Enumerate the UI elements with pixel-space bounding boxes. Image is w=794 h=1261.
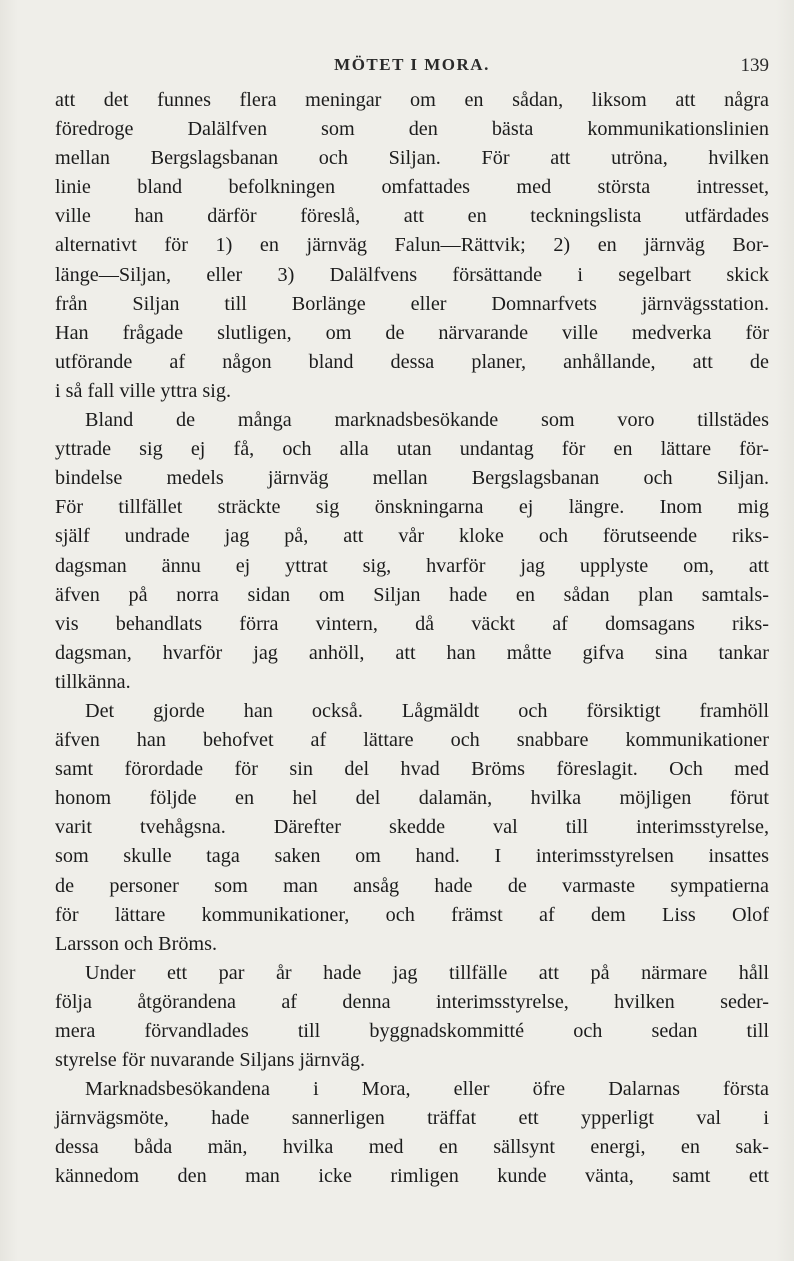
paragraph-2-cont xyxy=(55,435,769,697)
text-line: som skulle taga saken om hand. I interimsstyrelsen insattes xyxy=(55,845,769,868)
text-line: Bland de många marknadsbesökande som voro tillstädes xyxy=(85,409,769,432)
paragraph-2 xyxy=(55,406,769,435)
text-line: varit tvehågsna. Därefter skedde val till interimsstyrelse, xyxy=(55,816,769,839)
text-line: samt förordade för sin del hvad Bröms föreslagit. Och med xyxy=(55,758,769,781)
text-line: Marknadsbesökandena i Mora, eller öfre Dalarnas första xyxy=(85,1078,769,1101)
text-line: föredroge Dalälfven som den bästa kommunikationslinien xyxy=(55,118,769,141)
text-line: Han frågade slutligen, om de närvarande ville medverka för xyxy=(55,321,769,344)
text-line: styrelse för nuvarande Siljans järnväg. xyxy=(55,1049,366,1072)
text-line: följa åtgörandena af denna interimsstyrelse, hvilken seder- xyxy=(55,990,769,1013)
text-line: i så fall ville yttra sig. xyxy=(55,379,232,402)
text-line: ville han därför föreslå, att en teckningslista utfärdades xyxy=(55,205,769,228)
text-line: vis behandlats förra vintern, då väckt af domsagans riks- xyxy=(55,612,769,635)
text-line: tillkänna. xyxy=(55,670,131,693)
paragraph-4-cont xyxy=(55,988,769,1075)
text-line: mellan Bergslagsbanan och Siljan. För att utröna, hvilken xyxy=(55,147,769,170)
text-line: kännedom den man icke rimligen kunde vänta, samt ett xyxy=(55,1165,769,1188)
text-line: utförande af någon bland dessa planer, anhållande, att de xyxy=(55,350,769,373)
paragraph-3-cont xyxy=(55,726,769,959)
paragraph-5 xyxy=(55,1075,769,1104)
text-line: att det funnes flera meningar om en sådan, liksom att några xyxy=(55,89,769,111)
text-line: äfven han behofvet af lättare och snabbare kommunikationer xyxy=(55,729,769,752)
text-line: Under ett par år hade jag tillfälle att på närmare håll xyxy=(85,961,769,984)
paragraph-4 xyxy=(55,959,769,988)
text-line: honom följde en hel del dalamän, hvilka möjligen förut xyxy=(55,787,769,810)
text-line: de personer som man ansåg hade de varmaste sympatierna xyxy=(55,874,769,897)
text-line: från Siljan till Borlänge eller Domnarfvets järnvägsstation. xyxy=(55,292,769,315)
text-line: dagsman, hvarför jag anhöll, att han måtte gifva sina tankar xyxy=(55,641,769,664)
paragraph-3 xyxy=(55,697,769,726)
paragraph-1 xyxy=(55,86,769,406)
text-line: länge—Siljan, eller 3) Dalälfvens försättande i segelbart skick xyxy=(55,263,769,286)
text-line: yttrade sig ej få, och alla utan undantag för en lättare för- xyxy=(55,438,769,461)
text-line: linie bland befolkningen omfattades med största intresset, xyxy=(55,176,769,199)
text-line: för lättare kommunikationer, och främst af dem Liss Olof xyxy=(55,903,769,926)
running-title: MÖTET I MORA. xyxy=(334,55,490,74)
text-line: äfven på norra sidan om Siljan hade en sådan plan samtals- xyxy=(55,583,769,606)
page-header xyxy=(55,55,769,83)
page-number: 139 xyxy=(740,55,769,76)
paragraph-5-cont xyxy=(55,1104,769,1191)
text-line: För tillfället sträckte sig önskningarna ej längre. Inom mig xyxy=(55,496,769,519)
text-line: mera förvandlades till byggnadskommitté och sedan till xyxy=(55,1020,769,1042)
text-line: bindelse medels järnväg mellan Bergslagsbanan och Siljan. xyxy=(55,467,769,490)
text-line: dagsman ännu ej yttrat sig, hvarför jag upplyste om, att xyxy=(55,554,769,577)
text-line: dessa båda män, hvilka med en sällsynt energi, en sak- xyxy=(55,1136,769,1159)
text-line: järnvägsmöte, hade sannerligen träffat ett ypperligt val i xyxy=(55,1107,769,1130)
body-text xyxy=(55,86,769,1192)
text-line: alternativt för 1) en järnväg Falun—Rättvik; 2) en järnväg Bor- xyxy=(55,234,769,257)
text-line: Det gjorde han också. Lågmäldt och försiktigt framhöll xyxy=(85,699,769,722)
text-line: Larsson och Bröms. xyxy=(55,932,218,955)
text-line: själf undrade jag på, att vår kloke och förutseende riks- xyxy=(55,525,769,548)
